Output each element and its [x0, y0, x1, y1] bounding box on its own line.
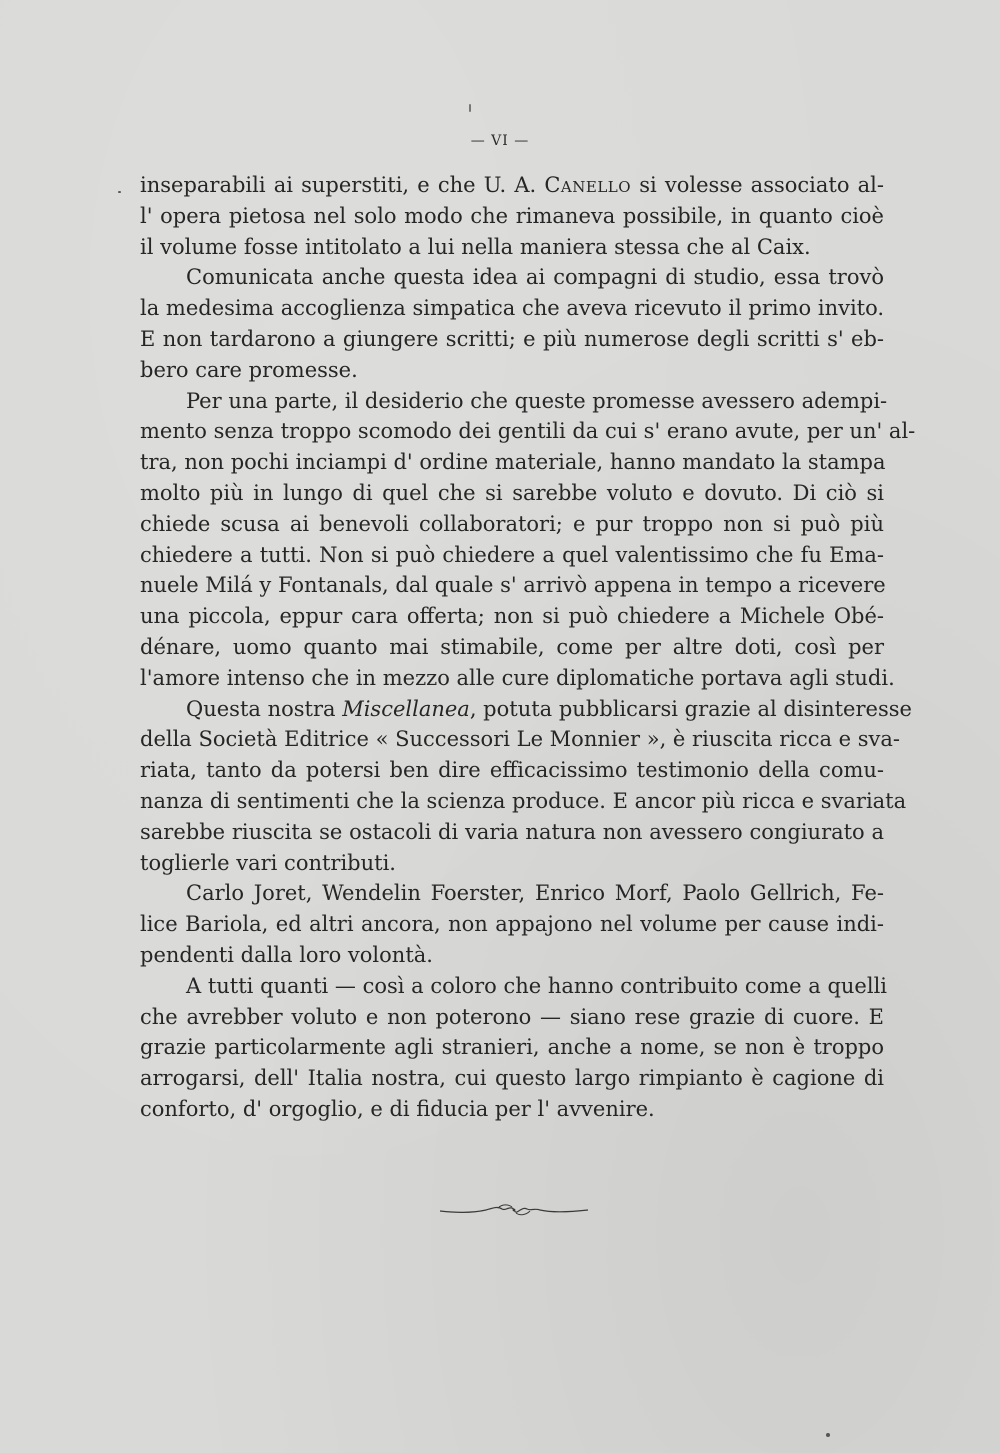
text-run: il volume fosse intitolato a lui nella maniera stessa che al Caix.: [140, 234, 811, 259]
text-line: [140, 447, 884, 478]
text-line: [140, 262, 884, 293]
text-run: chiede scusa ai benevoli collaboratori; e pur troppo non si può più: [140, 511, 884, 536]
text-run: , potuta pubblicarsi grazie al disinteresse: [469, 696, 912, 721]
text-run: della Società Editrice « Successori Le Monnier », è riuscita ricca e sva-: [140, 727, 901, 752]
text-line: [140, 694, 912, 725]
text-line: [140, 540, 884, 571]
text-run: E non tardarono a giungere scritti; e più numerose degli scritti s' eb-: [140, 326, 884, 351]
text-run: pendenti dalla loro volontà.: [140, 942, 433, 967]
print-speck: [826, 1433, 830, 1437]
paragraph: [140, 878, 884, 970]
text-run: grazie particolarmente agli stranieri, anche a nome, se non è troppo: [140, 1035, 884, 1060]
text-line: [140, 293, 884, 324]
text-run: mento senza troppo scomodo dei gentili da cui s' erano avute, per un' al-: [140, 419, 916, 444]
print-speck: [118, 191, 121, 193]
text-run: nuele Milá y Fontanals, dal quale s' arrivò appena in tempo a ricevere: [140, 573, 886, 598]
text-line: [140, 509, 884, 540]
text-line: [140, 909, 884, 940]
small-caps-name: Canello: [544, 173, 632, 197]
text-run: toglierle vari contributi.: [140, 850, 396, 875]
text-line: [140, 755, 884, 786]
text-line: [140, 570, 884, 601]
text-line: [140, 201, 884, 232]
text-run: riata, tanto da potersi ben dire efficacissimo testimonio della comu-: [140, 758, 884, 783]
text-run: la medesima accoglienza simpatica che aveva ricevuto il primo invito.: [140, 296, 885, 321]
text-line: [140, 663, 895, 694]
text-run: tra, non pochi inciampi d' ordine materiale, hanno mandato la stampa: [140, 450, 886, 475]
text-line: [140, 386, 888, 417]
paragraph: [140, 694, 912, 879]
text-line: [140, 1094, 884, 1125]
body-text: [140, 170, 916, 1125]
print-speck: [469, 104, 471, 112]
text-line: [140, 232, 884, 263]
paragraph: [140, 386, 916, 694]
text-run: Comunicata anche questa idea ai compagni di studio, essa trovò: [186, 265, 884, 290]
text-line: [140, 1063, 884, 1094]
text-line: [140, 971, 888, 1002]
text-run: nanza di sentimenti che la scienza produce. E ancor più ricca e svariata: [140, 788, 907, 813]
text-run: bero care promesse.: [140, 357, 358, 382]
text-run: sarebbe riuscita se ostacoli di varia natura non avessero congiurato a: [140, 819, 884, 844]
text-run: si volesse associato al-: [631, 173, 884, 197]
text-line: [140, 940, 884, 971]
text-run: molto più in lungo di quel che si sarebbe voluto e dovuto. Di ciò si: [140, 480, 884, 505]
text-run: Per una parte, il desiderio che queste promesse avessero adempi-: [186, 388, 888, 413]
text-run: arrogarsi, dell' Italia nostra, cui questo largo rimpianto è cagione di: [140, 1066, 884, 1091]
page-number: — VI —: [470, 133, 530, 149]
text-line: [140, 601, 884, 632]
text-run: l' opera pietosa nel solo modo che rimaneva possibile, in quanto cioè: [140, 203, 884, 228]
text-run: Carlo Joret, Wendelin Foerster, Enrico Morf, Paolo Gellrich, Fe-: [186, 881, 884, 906]
text-line: [140, 786, 907, 817]
text-run: l'amore intenso che in mezzo alle cure diplomatiche portava agli studi.: [140, 665, 895, 690]
text-run: dénare, uomo quanto mai stimabile, come per altre doti, così per: [140, 634, 884, 659]
text-run: lice Bariola, ed altri ancora, non appajono nel volume per cause indi-: [140, 912, 884, 937]
text-run: inseparabili ai superstiti, e che U. A.: [140, 173, 545, 197]
paragraph: [140, 262, 884, 385]
text-line: [140, 878, 884, 909]
text-run: una piccola, eppur cara offerta; non si può chiedere a Michele Obé-: [140, 604, 884, 629]
text-line: [140, 1002, 884, 1033]
paragraph: [140, 170, 884, 262]
text-line: [140, 724, 901, 755]
text-run: conforto, d' orgoglio, e di fiducia per l' avvenire.: [140, 1096, 655, 1121]
text-line: [140, 324, 884, 355]
text-run: A tutti quanti — così a coloro che hanno contribuito come a quelli: [186, 973, 888, 998]
paragraph: [140, 971, 888, 1125]
text-line: [140, 848, 884, 879]
italic-title: Miscellanea: [342, 696, 470, 721]
text-line: [140, 478, 884, 509]
text-run: che avrebber voluto e non poterono — siano rese grazie di cuore. E: [140, 1004, 884, 1029]
text-line: [140, 817, 884, 848]
text-line: [140, 1032, 884, 1063]
printer-flourish-icon: [438, 1202, 590, 1218]
text-line: [140, 416, 916, 447]
text-run: Questa nostra: [186, 696, 343, 721]
text-line: [140, 170, 884, 201]
text-run: chiedere a tutti. Non si può chiedere a quel valentissimo che fu Ema-: [140, 542, 884, 567]
text-line: [140, 355, 884, 386]
text-line: [140, 632, 884, 663]
